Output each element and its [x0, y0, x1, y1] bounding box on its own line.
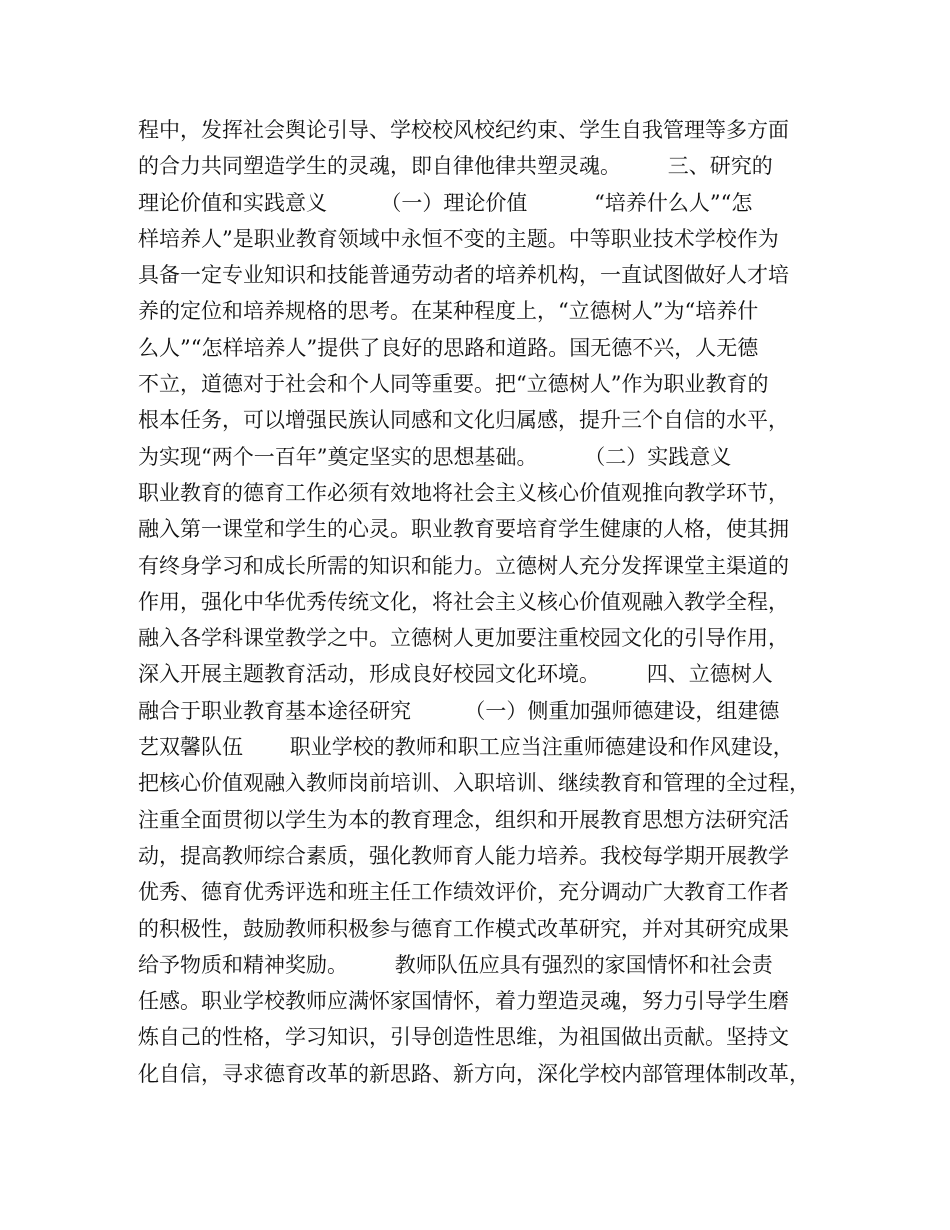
text-line: 程中，发挥社会舆论引导、学校校风校纪约束、学生自我管理等多方面: [138, 118, 789, 142]
text-line: 具备一定专业知识和技能普通劳动者的培养机构，一直试图做好人才培: [138, 263, 789, 288]
text-line: 艺双馨队伍 职业学校的教师和职工应当注重师德建设和作风建设，: [138, 735, 794, 760]
text-line: 职业教育的德育工作必须有效地将社会主义核心价值观推向教学环节，: [138, 480, 789, 505]
text-line: 根本任务，可以增强民族认同感和文化归属感，提升三个自信的水平，: [138, 408, 789, 433]
text-line: 把核心价值观融入教师岗前培训、入职培训、继续教育和管理的全过程，: [138, 771, 810, 796]
text-line: 注重全面贯彻以学生为本的教育理念，组织和开展教育思想方法研究活: [138, 807, 789, 832]
text-line: 理论价值和实践意义 （一）理论价值 “培养什么人”“怎: [138, 190, 753, 215]
text-line: 为实现“两个一百年”奠定坚实的思想基础。 （二）实践意义: [138, 444, 732, 469]
text-line: 的合力共同塑造学生的灵魂，即自律他律共塑灵魂。 三、研究的: [138, 154, 773, 179]
text-line: 优秀、德育优秀评选和班主任工作绩效评价，充分调动广大教育工作者: [138, 880, 789, 905]
text-line: 作用，强化中华优秀传统文化，将社会主义核心价值观融入教学全程，: [138, 589, 789, 614]
text-line: 的积极性，鼓励教师积极参与德育工作模式改革研究，并对其研究成果: [138, 916, 789, 941]
text-line: 融入各学科课堂教学之中。立德树人更加要注重校园文化的引导作用，: [138, 626, 789, 651]
text-line: 给予物质和精神奖励。 教师队伍应具有强烈的家国情怀和社会责: [138, 952, 773, 977]
text-line: 深入开展主题教育活动，形成良好校园文化环境。 四、立德树人: [138, 662, 773, 687]
text-line: 融合于职业教育基本途径研究 （一）侧重加强师德建设，组建德: [138, 698, 780, 723]
body-text: [138, 112, 818, 1092]
text-line: 样培养人”是职业教育领域中永恒不变的主题。中等职业技术学校作为: [138, 226, 779, 251]
text-line: 融入第一课堂和学生的心灵。职业教育要培育学生健康的人格，使其拥: [138, 517, 789, 542]
text-line: 炼自己的性格，学习知识，引导创造性思维，为祖国做出贡献。坚持文: [138, 1025, 789, 1050]
text-line: 动，提高教师综合素质，强化教师育人能力培养。我校每学期开展教学: [138, 843, 789, 868]
text-line: 有终身学习和成长所需的知识和能力。立德树人充分发挥课堂主渠道的: [138, 553, 789, 578]
text-line: 任感。职业学校教师应满怀家国情怀，着力塑造灵魂，努力引导学生磨: [138, 989, 789, 1014]
text-line: 不立，道德对于社会和个人同等重要。把“立德树人”作为职业教育的: [138, 372, 769, 397]
text-line: 么人”“怎样培养人”提供了良好的思路和道路。国无德不兴，人无德: [138, 335, 759, 360]
text-line: 化自信，寻求德育改革的新思路、新方向，深化学校内部管理体制改革，: [138, 1061, 810, 1086]
text-line: 养的定位和培养规格的思考。在某种程度上，“立德树人”为“培养什: [138, 299, 759, 324]
